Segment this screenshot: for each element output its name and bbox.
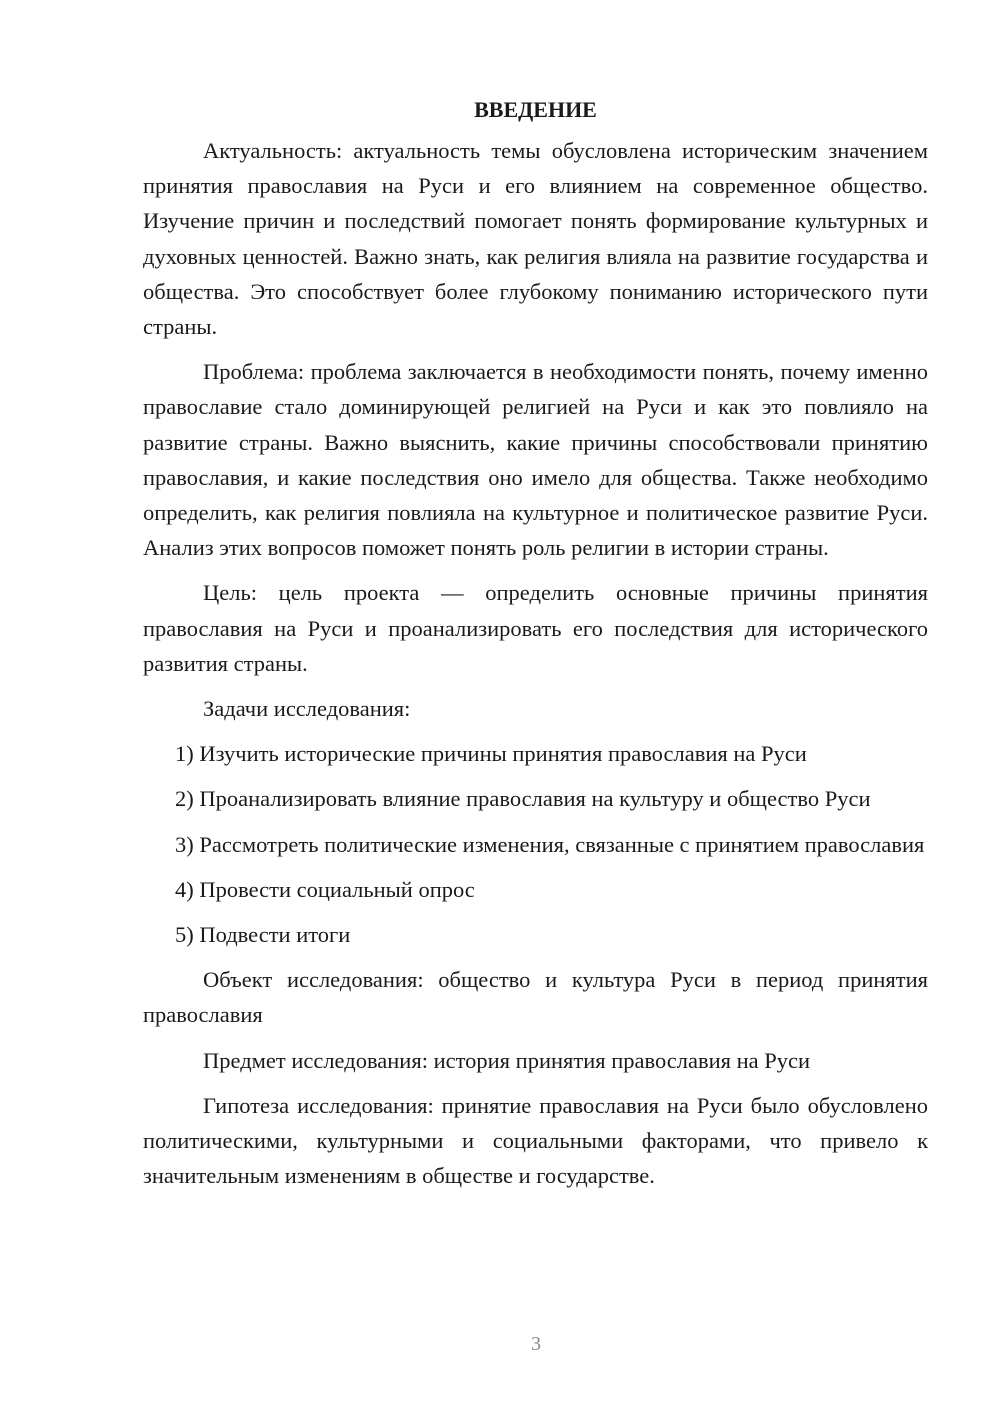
hypothesis-paragraph: Гипотеза исследования: принятие православия на Руси было обусловлено политическими, культурными и социальными факторами, что привело к значительным изменениям в обществе и государстве.	[143, 1092, 928, 1189]
section-title: ВВЕДЕНИЕ	[474, 97, 597, 122]
relevance-paragraph: Актуальность: актуальность темы обусловлена историческим значением принятия православия на Руси и его влиянием на современное общество. Изучение причин и последствий помогает понять формирование культурных и духовных ценностей. Важно знать, как религия влияла на развитие государства и общества. Это способствует более глубокому пониманию исторического пути страны.	[143, 138, 928, 340]
tasks-list	[143, 736, 928, 952]
goal-paragraph: Цель: цель проекта — определить основные причины принятия православия на Руси и проанализировать его последствия для исторического развития страны.	[143, 580, 928, 676]
tasks-heading: Задачи исследования:	[203, 696, 411, 722]
list-item: 2) Проанализировать влияние православия на культуру и общество Руси	[175, 786, 871, 812]
object-paragraph: Объект исследования: общество и культура Руси в период принятия православия	[143, 967, 928, 1028]
list-item: 1) Изучить исторические причины принятия православия на Руси	[175, 741, 807, 767]
list-item: 3) Рассмотреть политические изменения, связанные с принятием православия	[175, 831, 925, 857]
list-item: 5) Подвести итоги	[175, 922, 351, 948]
page-content	[143, 95, 928, 1203]
subject-paragraph: Предмет исследования: история принятия православия на Руси	[203, 1047, 811, 1073]
list-item: 4) Провести социальный опрос	[175, 876, 475, 902]
problem-paragraph: Проблема: проблема заключается в необходимости понять, почему именно православие стало доминирующей религией на Руси и как это повлияло на развитие страны. Важно выяснить, какие причины способствовали принятию православия, и какие последствия оно имело для общества. Также необходимо определить, как религия повлияла на культурное и политическое развитие Руси. Анализ этих вопросов поможет понять роль религии в истории страны.	[143, 359, 928, 561]
page-number: 3	[531, 1333, 541, 1355]
